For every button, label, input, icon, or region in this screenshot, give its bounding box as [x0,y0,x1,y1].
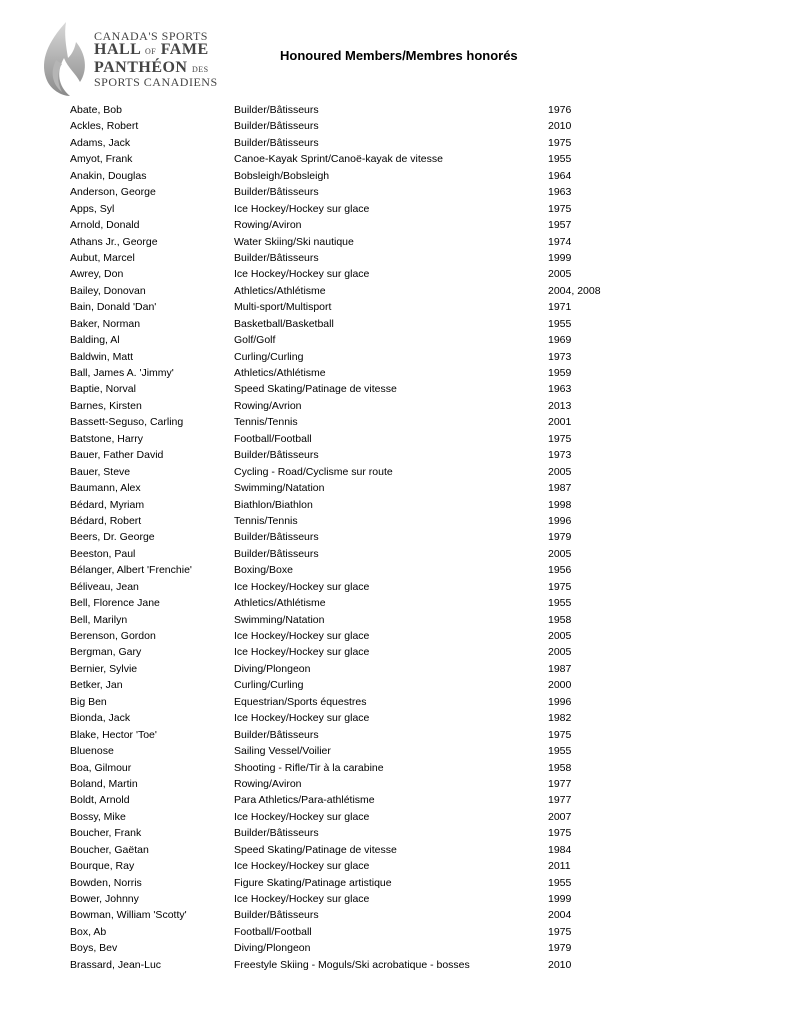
logo-des: DES [191,65,209,74]
member-name: Bowman, William 'Scotty' [70,909,187,922]
member-year: 1963 [548,383,572,396]
member-year: 2000 [548,679,572,692]
member-name: Bernier, Sylvie [70,662,138,675]
member-year: 2011 [548,860,571,873]
member-name: Baker, Norman [70,317,141,330]
member-year: 2010 [548,120,572,133]
member-sport: Equestrian/Sports équestres [234,695,367,708]
member-name: Arnold, Donald [70,219,140,232]
table-row [70,776,730,792]
member-year: 1975 [548,136,572,149]
member-sport: Ice Hockey/Hockey sur glace [234,810,370,823]
member-year: 1957 [548,219,572,232]
table-row [70,398,730,414]
member-sport: Golf/Golf [234,334,276,347]
member-sport: Biathlon/Biathlon [234,498,313,511]
logo-fame: FAME [160,41,209,58]
member-year: 1975 [548,827,572,840]
member-sport: Ice Hockey/Hockey sur glace [234,268,370,281]
member-year: 1979 [548,531,572,544]
member-sport: Ice Hockey/Hockey sur glace [234,646,370,659]
member-year: 1996 [548,695,572,708]
member-sport: Water Skiing/Ski nautique [234,235,354,248]
member-name: Bowden, Norris [70,876,142,889]
member-name: Brassard, Jean-Luc [70,958,162,971]
table-row [70,727,730,743]
member-name: Abate, Bob [70,104,122,116]
member-name: Bauer, Steve [70,465,131,478]
table-row [70,513,730,529]
table-row [70,875,730,891]
member-name: Box, Ab [70,925,107,938]
member-year: 1976 [548,104,572,116]
member-year: 1975 [548,925,572,938]
member-year: 1956 [548,564,572,577]
table-row [70,792,730,808]
table-row [70,283,730,299]
member-year: 2005 [548,630,572,642]
member-name: Ball, James A. 'Jimmy' [70,367,174,379]
member-name: Bluenose [70,745,114,758]
table-row [70,809,730,825]
member-sport: Bobsleigh/Bobsleigh [234,169,330,182]
table-row [70,562,730,578]
member-year: 1955 [548,597,572,610]
member-name: Baptie, Norval [70,383,136,396]
member-year: 2005 [548,646,572,659]
member-name: Beeston, Paul [70,547,136,560]
table-row [70,743,730,759]
member-name: Bassett-Seguso, Carling [70,416,184,429]
member-year: 1977 [548,777,572,790]
member-name: Big Ben [70,695,107,708]
member-sport: Rowing/Avrion [234,399,302,412]
member-name: Bower, Johnny [70,893,139,905]
member-sport: Boxing/Boxe [234,564,293,577]
members-table [70,102,730,973]
member-sport: Ice Hockey/Hockey sur glace [234,580,370,593]
table-row [70,480,730,496]
member-sport: Builder/Bâtisseurs [234,136,319,149]
table-row [70,102,730,118]
member-sport: Builder/Bâtisseurs [234,104,319,116]
table-row [70,579,730,595]
table-row [70,858,730,874]
member-name: Awrey, Don [70,268,124,281]
logo-wordmark [94,30,218,88]
member-year: 1982 [548,712,572,725]
logo-line-4: SPORTS CANADIENS [94,75,218,89]
logo-of: OF [144,47,157,56]
member-year: 1979 [548,942,572,955]
member-name: Batstone, Harry [70,432,143,445]
member-year: 1987 [548,662,572,675]
member-name: Bergman, Gary [70,646,142,659]
table-row [70,612,730,628]
member-sport: Builder/Bâtisseurs [234,827,319,840]
member-year: 2010 [548,958,572,971]
member-name: Boucher, Frank [70,827,142,840]
member-year: 1975 [548,432,572,445]
member-name: Boucher, Gaëtan [70,843,149,856]
member-sport: Athletics/Athlétisme [234,284,326,297]
member-year: 1958 [548,761,572,774]
member-year: 2007 [548,810,572,823]
member-sport: Multi-sport/Multisport [234,301,332,314]
member-sport: Tennis/Tennis [234,416,298,429]
table-row [70,316,730,332]
member-year: 1975 [548,202,572,215]
table-row [70,529,730,545]
table-row [70,118,730,134]
table-row [70,250,730,266]
member-sport: Para Athletics/Para-athlétisme [234,794,375,807]
logo-line-1: CANADA'S SPORTS [94,29,208,43]
table-row [70,414,730,430]
table-row [70,957,730,973]
member-year: 1958 [548,613,572,626]
member-sport: Builder/Bâtisseurs [234,531,319,544]
member-sport: Builder/Bâtisseurs [234,186,319,199]
table-row [70,217,730,233]
member-name: Boland, Martin [70,777,138,790]
member-sport: Builder/Bâtisseurs [234,909,319,922]
table-row [70,168,730,184]
member-name: Aubut, Marcel [70,251,135,264]
member-name: Boa, Gilmour [70,761,132,774]
member-year: 1973 [548,449,572,462]
member-sport: Ice Hockey/Hockey sur glace [234,202,370,215]
table-row [70,628,730,644]
member-name: Athans Jr., George [70,235,158,248]
member-year: 1955 [548,153,572,166]
logo-line-2 [94,42,218,58]
member-sport: Football/Football [234,432,312,445]
member-name: Baldwin, Matt [70,350,134,363]
table-row [70,907,730,923]
member-name: Bionda, Jack [70,712,131,725]
member-year: 2001 [548,416,572,429]
member-sport: Ice Hockey/Hockey sur glace [234,860,370,873]
member-sport: Swimming/Natation [234,613,325,626]
member-year: 1999 [548,251,572,264]
member-year: 1971 [548,301,572,314]
member-sport: Ice Hockey/Hockey sur glace [234,630,370,642]
table-row [70,677,730,693]
member-sport: Speed Skating/Patinage de vitesse [234,383,397,396]
table-row [70,184,730,200]
member-sport: Builder/Bâtisseurs [234,251,319,264]
logo [36,20,226,98]
table-row [70,825,730,841]
member-sport: Diving/Plongeon [234,942,311,955]
table-row [70,431,730,447]
logo-pantheon: PANTHÉON [94,59,188,76]
member-year: 1955 [548,745,572,758]
table-row [70,151,730,167]
member-sport: Canoe-Kayak Sprint/Canoë-kayak de vitesse [234,153,443,166]
member-year: 1987 [548,482,572,495]
member-name: Boldt, Arnold [70,794,130,807]
member-name: Bédard, Robert [70,514,142,527]
member-year: 1984 [548,843,572,856]
member-name: Bédard, Myriam [70,498,145,511]
member-name: Anderson, George [70,186,156,199]
member-sport: Swimming/Natation [234,482,325,495]
member-year: 2005 [548,465,572,478]
table-row [70,266,730,282]
member-sport: Curling/Curling [234,679,304,692]
member-name: Blake, Hector 'Toe' [70,728,157,741]
member-sport: Rowing/Aviron [234,219,302,232]
table-row [70,710,730,726]
member-sport: Athletics/Athlétisme [234,367,326,379]
member-year: 2004 [548,909,572,922]
member-name: Adams, Jack [70,136,131,149]
member-year: 1973 [548,350,572,363]
table-row [70,760,730,776]
member-name: Bell, Marilyn [70,613,128,626]
member-year: 2013 [548,399,572,412]
member-name: Beers, Dr. George [70,531,155,544]
member-name: Boys, Bev [70,942,118,955]
member-sport: Diving/Plongeon [234,662,311,675]
table-row [70,924,730,940]
member-name: Bourque, Ray [70,860,135,873]
flame-icon [36,20,96,98]
member-sport: Ice Hockey/Hockey sur glace [234,893,370,905]
member-year: 2005 [548,268,572,281]
member-year: 1963 [548,186,572,199]
member-year: 1955 [548,317,572,330]
member-sport: Speed Skating/Patinage de vitesse [234,843,397,856]
member-sport: Tennis/Tennis [234,514,298,527]
member-sport: Builder/Bâtisseurs [234,449,319,462]
member-name: Berenson, Gordon [70,630,156,642]
member-name: Balding, Al [70,334,120,347]
table-row [70,201,730,217]
member-name: Apps, Syl [70,202,115,215]
member-name: Barnes, Kirsten [70,399,142,412]
table-row [70,661,730,677]
member-year: 1977 [548,794,572,807]
member-year: 1975 [548,728,572,741]
logo-hall: HALL [94,41,141,58]
table-row [70,940,730,956]
table-row [70,644,730,660]
member-sport: Curling/Curling [234,350,304,363]
member-year: 1996 [548,514,572,527]
table-row [70,546,730,562]
member-year: 1998 [548,498,572,511]
member-name: Anakin, Douglas [70,169,147,182]
member-name: Bauer, Father David [70,449,164,462]
member-sport: Shooting - Rifle/Tir à la carabine [234,761,384,774]
member-year: 2005 [548,547,572,560]
table-row [70,891,730,907]
member-sport: Builder/Bâtisseurs [234,547,319,560]
table-row [70,135,730,151]
table-row [70,365,730,381]
member-sport: Figure Skating/Patinage artistique [234,876,392,889]
table-row [70,595,730,611]
table-row [70,299,730,315]
member-year: 1999 [548,893,572,905]
member-name: Béliveau, Jean [70,580,139,593]
member-sport: Athletics/Athlétisme [234,597,326,610]
table-row [70,464,730,480]
member-name: Baumann, Alex [70,482,141,495]
member-sport: Freestyle Skiing - Moguls/Ski acrobatique - bosses [234,958,470,971]
member-sport: Builder/Bâtisseurs [234,120,319,133]
member-name: Bell, Florence Jane [70,597,160,610]
member-name: Ackles, Robert [70,120,139,133]
table-row [70,332,730,348]
member-sport: Cycling - Road/Cyclisme sur route [234,465,393,478]
table-row [70,381,730,397]
member-sport: Rowing/Aviron [234,777,302,790]
member-sport: Sailing Vessel/Voilier [234,745,331,758]
member-year: 1969 [548,334,572,347]
table-row [70,497,730,513]
page-title: Honoured Members/Membres honorés [280,48,518,63]
member-year: 1974 [548,235,572,248]
member-name: Betker, Jan [70,679,123,692]
member-sport: Basketball/Basketball [234,317,334,330]
member-year: 1955 [548,876,572,889]
member-name: Bain, Donald 'Dan' [70,301,157,314]
member-name: Amyot, Frank [70,153,133,166]
table-row [70,234,730,250]
member-year: 1964 [548,169,572,182]
member-name: Bélanger, Albert 'Frenchie' [70,564,192,577]
table-row [70,694,730,710]
member-sport: Ice Hockey/Hockey sur glace [234,712,370,725]
table-row [70,842,730,858]
member-year: 2004, 2008 [548,284,601,297]
member-name: Bailey, Donovan [70,284,146,297]
member-name: Bossy, Mike [70,810,126,823]
table-row [70,447,730,463]
member-sport: Football/Football [234,925,312,938]
logo-line-3 [94,60,218,76]
table-row [70,349,730,365]
member-year: 1959 [548,367,572,379]
member-year: 1975 [548,580,572,593]
member-sport: Builder/Bâtisseurs [234,728,319,741]
